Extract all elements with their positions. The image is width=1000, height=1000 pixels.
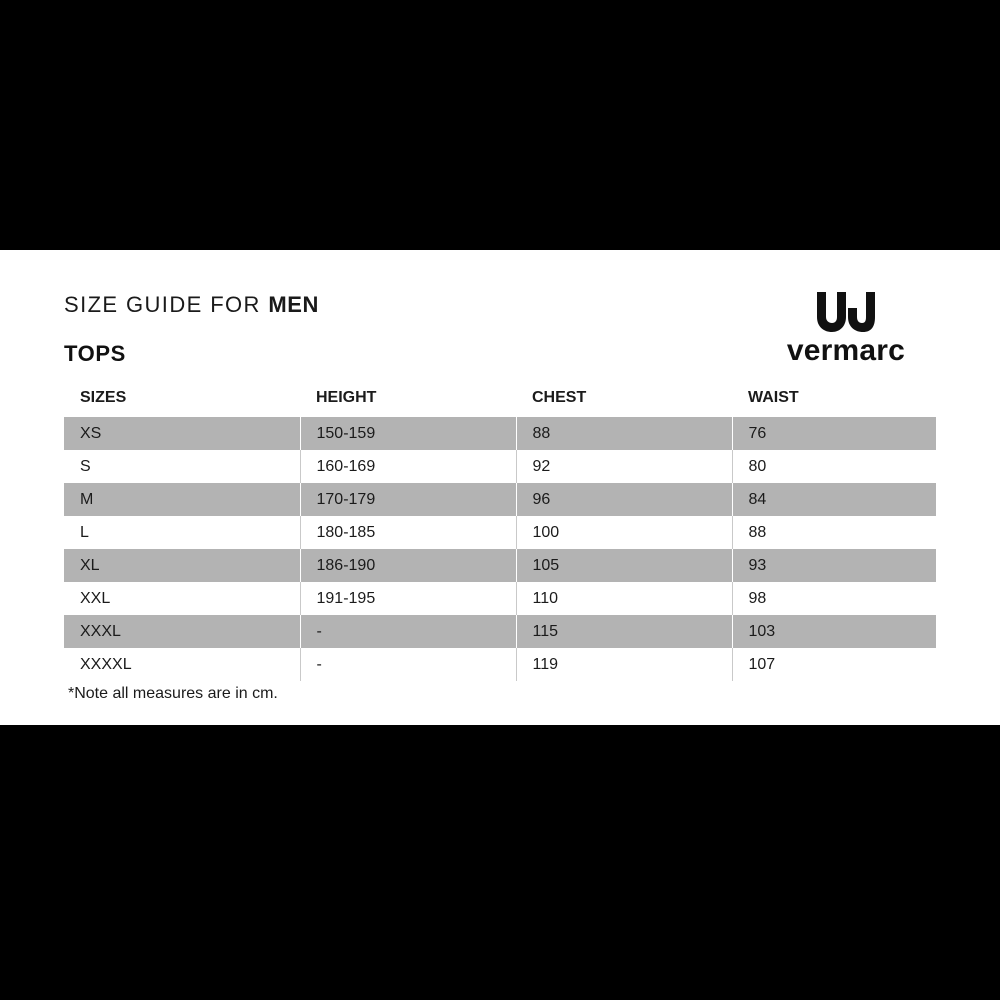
cell-size: M — [64, 483, 300, 516]
cell-chest: 92 — [516, 450, 732, 483]
cell-size: S — [64, 450, 300, 483]
title-category: MEN — [268, 292, 320, 317]
cell-chest: 115 — [516, 615, 732, 648]
cell-waist: 76 — [732, 417, 936, 450]
cell-height: 186-190 — [300, 549, 516, 582]
cell-waist: 107 — [732, 648, 936, 681]
cell-chest: 105 — [516, 549, 732, 582]
cell-height: 180-185 — [300, 516, 516, 549]
cell-chest: 96 — [516, 483, 732, 516]
cell-chest: 88 — [516, 417, 732, 450]
size-guide-document — [0, 250, 1000, 725]
cell-size: XS — [64, 417, 300, 450]
cell-size: XXXL — [64, 615, 300, 648]
title-prefix: SIZE GUIDE FOR — [64, 292, 269, 317]
table-row — [64, 648, 936, 681]
column-header-height: HEIGHT — [300, 383, 516, 417]
cell-chest: 119 — [516, 648, 732, 681]
table-row — [64, 582, 936, 615]
cell-height: 191-195 — [300, 582, 516, 615]
cell-waist: 98 — [732, 582, 936, 615]
table-row — [64, 516, 936, 549]
cell-height: 160-169 — [300, 450, 516, 483]
cell-waist: 80 — [732, 450, 936, 483]
table-row — [64, 549, 936, 582]
cell-waist: 93 — [732, 549, 936, 582]
cell-chest: 100 — [516, 516, 732, 549]
column-header-chest: CHEST — [516, 383, 732, 417]
cell-waist: 103 — [732, 615, 936, 648]
table-row — [64, 483, 936, 516]
cell-chest: 110 — [516, 582, 732, 615]
cell-height: 150-159 — [300, 417, 516, 450]
brand-logo — [756, 290, 936, 366]
table-header-row — [64, 383, 936, 417]
cell-height: 170-179 — [300, 483, 516, 516]
cell-waist: 84 — [732, 483, 936, 516]
cell-waist: 88 — [732, 516, 936, 549]
table-row — [64, 615, 936, 648]
vermarc-w-mark-icon — [815, 290, 877, 334]
cell-size: XL — [64, 549, 300, 582]
column-header-waist: WAIST — [732, 383, 936, 417]
table-row — [64, 450, 936, 483]
table-row — [64, 417, 936, 450]
cell-height: - — [300, 648, 516, 681]
brand-name: vermarc — [786, 334, 906, 367]
column-header-sizes: SIZES — [64, 383, 300, 417]
document-content — [64, 250, 936, 725]
cell-size: L — [64, 516, 300, 549]
cell-size: XXL — [64, 582, 300, 615]
title-text — [64, 292, 319, 317]
size-chart-table — [64, 383, 936, 681]
measurement-note: *Note all measures are in cm. — [68, 685, 278, 702]
cell-size: XXXXL — [64, 648, 300, 681]
section-subtitle: TOPS — [64, 341, 126, 366]
cell-height: - — [300, 615, 516, 648]
